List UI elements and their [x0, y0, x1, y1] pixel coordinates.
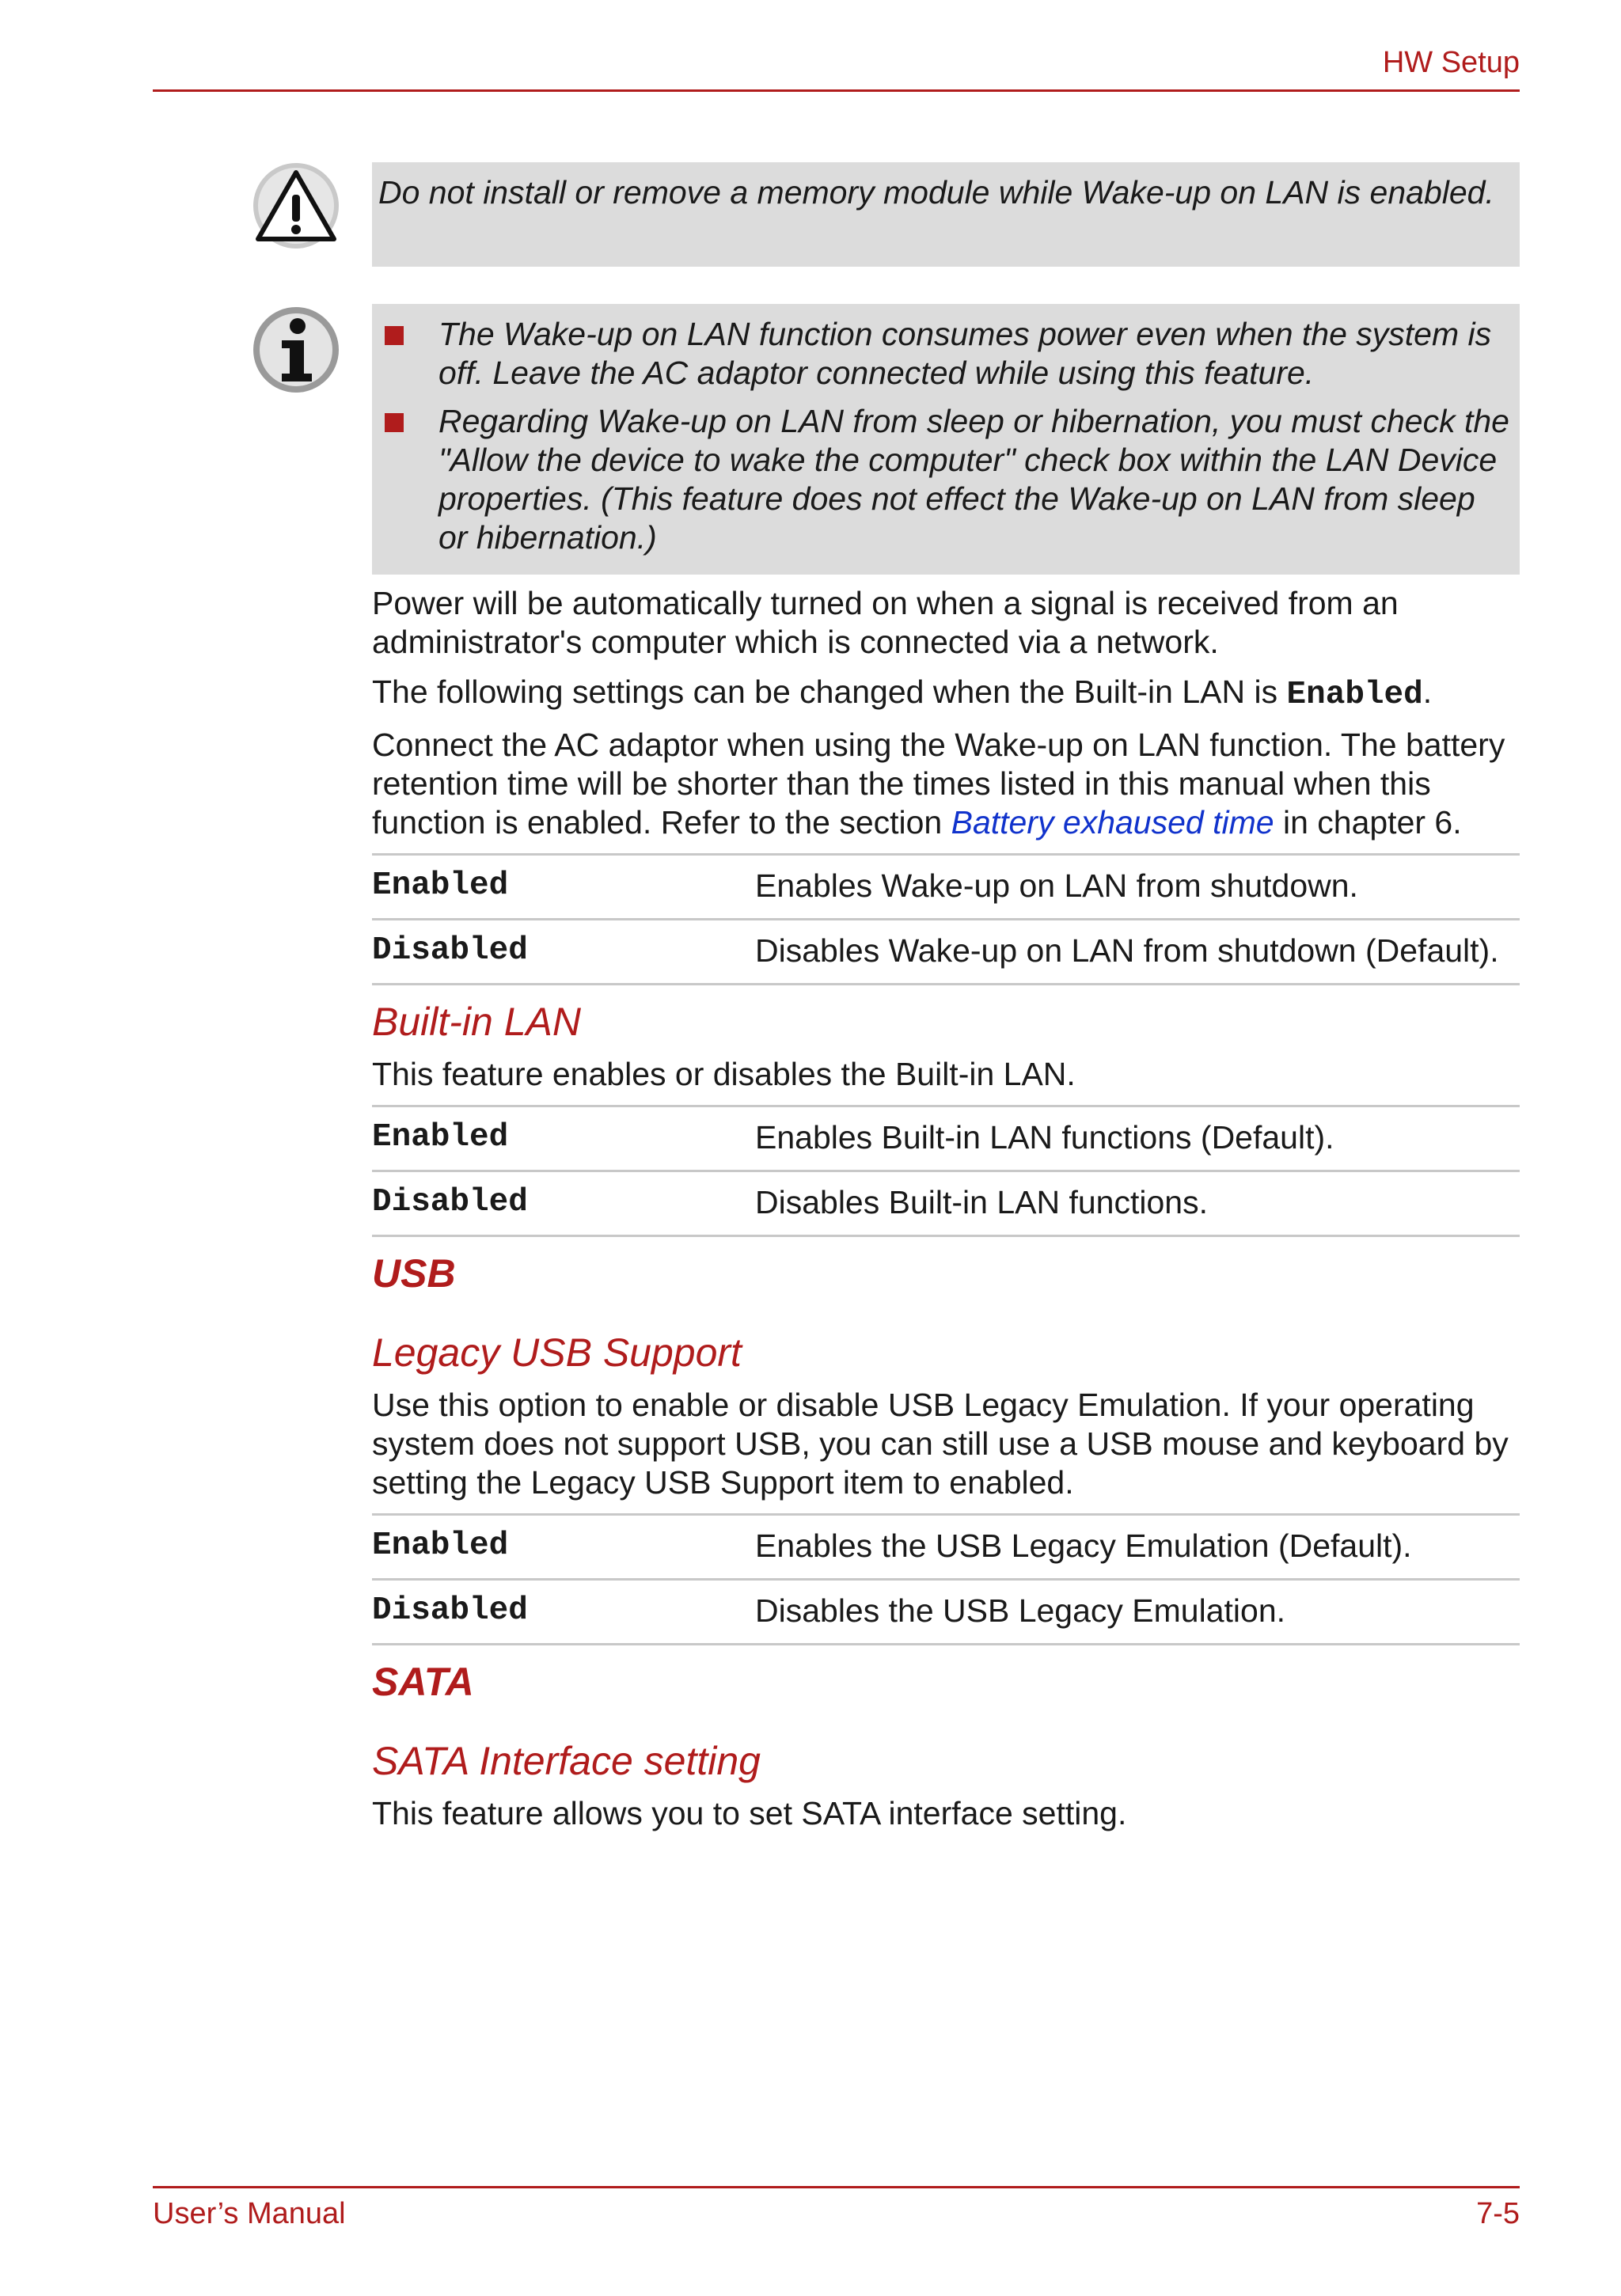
builtin-lan-heading: Built-in LAN [372, 1000, 581, 1044]
wol-paragraph: The following settings can be changed when the Built-in LAN is Enabled. [372, 674, 1433, 713]
footer-manual-title: User’s Manual [153, 2197, 346, 2230]
table-row: Enabled Enables Built-in LAN functions (Default). [372, 1106, 1520, 1171]
wol-paragraph: Connect the AC adaptor when using the Wake-up on LAN function. The battery retention time will be shorter than the times listed in this manual when this function is enabled. Refer to the section Battery exhaused time in chapter 6. [372, 727, 1505, 841]
builtin-lan-options-table [372, 1105, 1520, 1237]
sata-description: This feature allows you to set SATA interface setting. [372, 1795, 1127, 1831]
table-row: Disabled Disables the USB Legacy Emulation. [372, 1580, 1520, 1645]
sata-heading: SATA [372, 1660, 474, 1704]
info-note [372, 304, 1520, 575]
page-number: 7-5 [1476, 2197, 1520, 2230]
wol-options-table [372, 853, 1520, 985]
bullet-square-icon [385, 413, 404, 432]
page-header-title: HW Setup [1382, 46, 1520, 79]
legacy-usb-heading: Legacy USB Support [372, 1330, 742, 1375]
legacy-usb-description: Use this option to enable or disable USB Legacy Emulation. If your operating system does not support USB, you can still use a USB mouse and keyboard by setting the Legacy USB Support item to enabled. [372, 1387, 1509, 1501]
footer-divider [153, 2186, 1520, 2188]
info-item: The Wake-up on LAN function consumes power even when the system is off. Leave the AC adaptor connected while using this feature. [378, 315, 1512, 393]
info-icon [252, 306, 340, 394]
usb-heading: USB [372, 1251, 456, 1296]
bullet-square-icon [385, 326, 404, 345]
table-row: Enabled Enables the USB Legacy Emulation (Default). [372, 1515, 1520, 1580]
enabled-code: Enabled [1286, 677, 1423, 713]
header-divider [153, 89, 1520, 92]
caution-note [372, 162, 1520, 267]
caution-text: Do not install or remove a memory module while Wake-up on LAN is enabled. [378, 174, 1494, 211]
wol-paragraph: Power will be automatically turned on when a signal is received from an administrator's computer which is connected via a network. [372, 585, 1399, 660]
main-content [372, 584, 1520, 1844]
warning-triangle-icon [252, 161, 340, 250]
builtin-lan-description: This feature enables or disables the Built-in LAN. [372, 1056, 1076, 1092]
info-item: Regarding Wake-up on LAN from sleep or hibernation, you must check the "Allow the device to wake the computer" check box within the LAN Device properties. (This feature does not effect the Wake-up on LAN from sleep or hibernation.) [378, 402, 1512, 557]
table-row: Disabled Disables Wake-up on LAN from shutdown (Default). [372, 920, 1520, 985]
sata-interface-heading: SATA Interface setting [372, 1739, 761, 1783]
usb-options-table [372, 1513, 1520, 1645]
table-row: Enabled Enables Wake-up on LAN from shutdown. [372, 855, 1520, 920]
table-row: Disabled Disables Built-in LAN functions. [372, 1171, 1520, 1236]
battery-time-link[interactable]: Battery exhaused time [951, 804, 1274, 841]
